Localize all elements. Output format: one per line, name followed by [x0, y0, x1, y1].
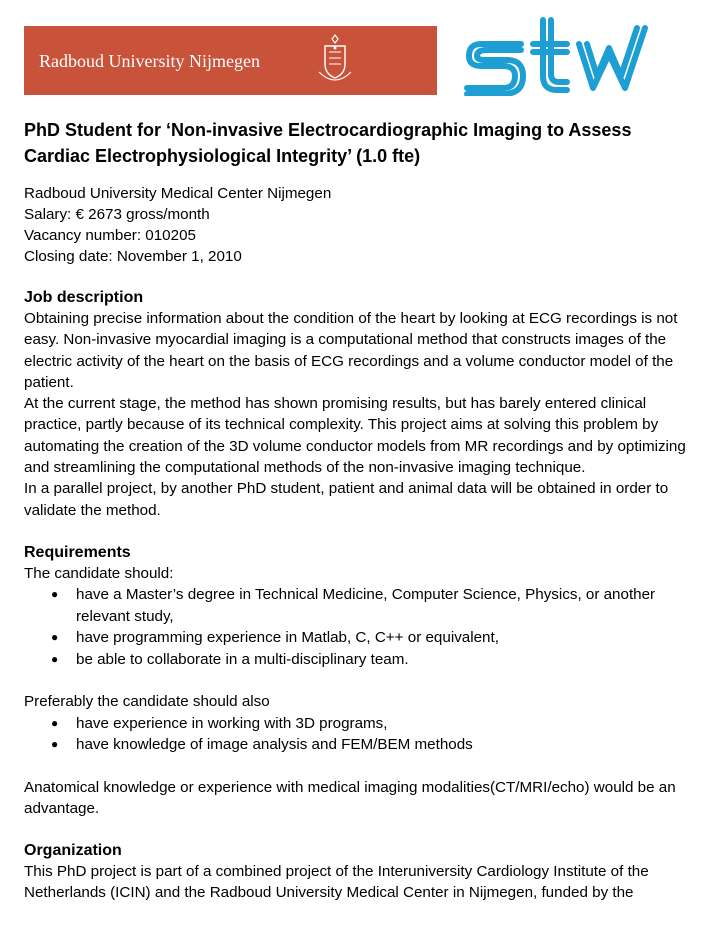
bullet-icon: ● — [51, 715, 59, 730]
job-paragraph: In a parallel project, by another PhD student, patient and animal data will be obtained in order to validate the method. — [24, 480, 669, 519]
list-item: ● have programming experience in Matlab, C, C++ or equivalent, — [24, 627, 696, 649]
radboud-logo-text: Radboud University Nijmegen — [39, 51, 260, 71]
organization-heading: Organization — [24, 842, 122, 860]
requirements-heading: Requirements — [24, 543, 131, 561]
bullet-icon: ● — [51, 737, 59, 752]
list-item: ● be able to collaborate in a multi-disciplinary team. — [24, 649, 696, 671]
bullet-icon: ● — [51, 630, 59, 645]
meta-employer: Radboud University Medical Center Nijmegen — [24, 185, 332, 202]
list-item: ● have a Master’s degree in Technical Medicine, Computer Science, Physics, or another relevant study, — [51, 586, 656, 625]
requirements-list — [24, 584, 706, 670]
bullet-icon: ● — [51, 651, 59, 666]
job-description-heading: Job description — [24, 289, 144, 306]
preferably-intro: Preferably the candidate should also — [24, 693, 270, 711]
radboud-seal-icon — [315, 32, 355, 88]
bullet-icon: ● — [51, 587, 59, 602]
vacancy-document — [24, 117, 706, 904]
job-paragraph: At the current stage, the method has shown promising results, but has barely entered clinical practice, partly because of its technical complexity. This project aims at solving this problem by automating the creation of the 3D volume conductor models from MR recordings and by optimizing and streamlining the computational methods of the non-invasive imaging technique. — [24, 395, 686, 477]
organization-section — [24, 840, 706, 904]
requirements-intro: The candidate should: — [24, 564, 174, 582]
stw-logo — [463, 14, 649, 96]
meta-salary: Salary: € 2673 gross/month — [24, 206, 210, 223]
job-paragraph: Obtaining precise information about the condition of the heart by looking at ECG recordings is not easy. Non-invasive myocardial imaging is a computational method that constructs images of the electric activity of the heart on the basis of ECG recordings and a volume conductor model of the patient. — [24, 310, 678, 391]
requirements-extra: Anatomical knowledge or experience with medical imaging modalities(CT/MRI/echo) would be an advantage. — [24, 778, 676, 817]
vacancy-meta — [24, 183, 706, 267]
page-title: PhD Student for ‘Non-invasive Electrocardiographic Imaging to Assess Cardiac Electrophysiological Integrity’ (1.0 fte) — [24, 120, 632, 166]
list-item: ● have knowledge of image analysis and FEM/BEM methods — [24, 734, 696, 756]
meta-closing-date: Closing date: November 1, 2010 — [24, 248, 242, 265]
organization-text: This PhD project is part of a combined project of the Interuniversity Cardiology Institute of the Netherlands (ICIN) and the Radboud University Medical Center in Nijmegen, funded by the — [24, 863, 649, 902]
requirements-section — [24, 542, 706, 819]
meta-vacancy-number: Vacancy number: 010205 — [24, 227, 196, 244]
list-item: ● have experience in working with 3D programs, — [24, 713, 696, 735]
job-description-section — [24, 287, 706, 521]
preferably-list — [24, 713, 706, 756]
radboud-logo — [24, 26, 437, 95]
